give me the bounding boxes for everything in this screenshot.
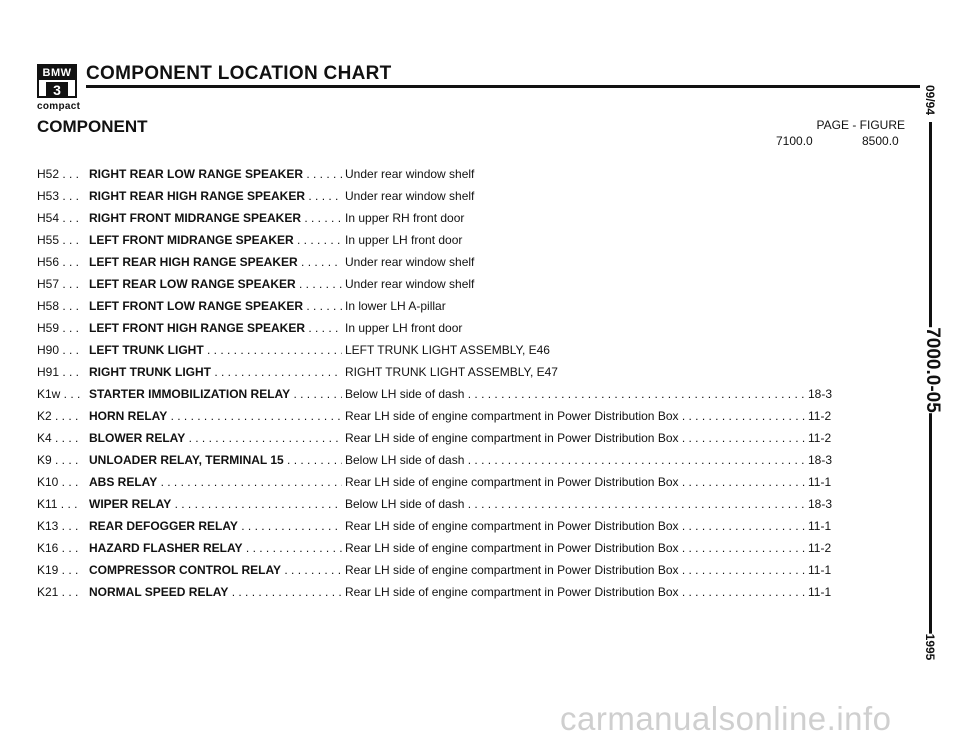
list-item [0, 497, 900, 519]
component-location: Rear LH side of engine compartment in Power Distribution Box . . . [345, 541, 807, 555]
list-item [0, 519, 900, 541]
list-item [0, 387, 900, 409]
component-code: K13 . . . [37, 519, 79, 533]
component-code: H55 . . . [37, 233, 80, 247]
component-code: K16 . . . [37, 541, 79, 555]
component-page: 11-2 [808, 409, 832, 423]
component-name: LEFT REAR LOW RANGE SPEAKER . . . [89, 277, 342, 291]
component-page: 11-1 [808, 585, 832, 599]
component-name: WIPER RELAY . . . [89, 497, 342, 511]
component-name: BLOWER RELAY . . . [89, 431, 342, 445]
list-item [0, 541, 900, 563]
component-location: Rear LH side of engine compartment in Power Distribution Box . . . [345, 519, 807, 533]
component-name: UNLOADER RELAY, TERMINAL 15 . . . [89, 453, 342, 467]
component-name: LEFT FRONT LOW RANGE SPEAKER . . . [89, 299, 342, 313]
component-location: Below LH side of dash . . . [345, 453, 807, 467]
component-name: LEFT REAR HIGH RANGE SPEAKER . . . [89, 255, 342, 269]
list-item [0, 365, 900, 387]
edge-date: 09/94 [923, 84, 937, 116]
list-item [0, 255, 900, 277]
edge-section-code: 7000.0-05 [919, 327, 945, 413]
logo-subtitle: compact [37, 101, 81, 112]
component-location: Rear LH side of engine compartment in Power Distribution Box . . . [345, 475, 807, 489]
component-name: REAR DEFOGGER RELAY . . . [89, 519, 342, 533]
logo-model: 3 [46, 82, 68, 98]
component-code: K4 . . . . [37, 431, 79, 445]
component-location: Rear LH side of engine compartment in Power Distribution Box . . . [345, 431, 807, 445]
component-name: RIGHT REAR LOW RANGE SPEAKER . . . [89, 167, 342, 181]
component-code: H56 . . . [37, 255, 80, 269]
component-location: Rear LH side of engine compartment in Power Distribution Box . . . [345, 409, 807, 423]
component-page: 11-1 [808, 475, 832, 489]
logo-brand: BMW [39, 66, 75, 80]
component-name: LEFT FRONT MIDRANGE SPEAKER . . . [89, 233, 342, 247]
component-code: K1w . . . [37, 387, 81, 401]
component-location: In upper LH front door [345, 321, 463, 335]
component-code: H90 . . . [37, 343, 80, 357]
component-location: In upper LH front door [345, 233, 463, 247]
component-code: H57 . . . [37, 277, 80, 291]
component-code: K10 . . . [37, 475, 79, 489]
component-location: Rear LH side of engine compartment in Power Distribution Box . . . [345, 563, 807, 577]
component-page: 11-1 [808, 519, 832, 533]
list-item [0, 299, 900, 321]
component-name: STARTER IMMOBILIZATION RELAY . . . [89, 387, 342, 401]
component-name: RIGHT REAR HIGH RANGE SPEAKER . . . [89, 189, 342, 203]
list-item [0, 211, 900, 233]
list-item [0, 277, 900, 299]
list-item [0, 321, 900, 343]
component-name: RIGHT FRONT MIDRANGE SPEAKER . . . [89, 211, 342, 225]
component-name: NORMAL SPEED RELAY . . . [89, 585, 342, 599]
component-name: LEFT TRUNK LIGHT . . . [89, 343, 342, 357]
list-item [0, 563, 900, 585]
component-code: H58 . . . [37, 299, 80, 313]
watermark: carmanualsonline.info [560, 700, 892, 737]
component-location: Below LH side of dash . . . [345, 497, 807, 511]
list-item [0, 233, 900, 255]
component-code: H91 . . . [37, 365, 80, 379]
component-location: Under rear window shelf [345, 255, 475, 269]
list-item [0, 431, 900, 453]
component-page: 11-2 [808, 541, 832, 555]
list-item [0, 189, 900, 211]
bmw-3-logo [37, 64, 77, 98]
page-number: 7100.0 [776, 134, 813, 148]
component-code: H54 . . . [37, 211, 80, 225]
list-item [0, 475, 900, 497]
list-item [0, 343, 900, 365]
component-code: K9 . . . . [37, 453, 79, 467]
component-location: LEFT TRUNK LIGHT ASSEMBLY, E46 [345, 343, 550, 357]
component-location: In lower LH A-pillar [345, 299, 446, 313]
component-name: COMPRESSOR CONTROL RELAY . . . [89, 563, 342, 577]
figure-number: 8500.0 [862, 134, 899, 148]
component-location: RIGHT TRUNK LIGHT ASSEMBLY, E47 [345, 365, 558, 379]
component-location: Below LH side of dash . . . [345, 387, 807, 401]
component-name: HAZARD FLASHER RELAY . . . [89, 541, 342, 555]
component-code: K21 . . . [37, 585, 79, 599]
component-code: H53 . . . [37, 189, 80, 203]
list-item [0, 585, 900, 607]
component-location: Rear LH side of engine compartment in Power Distribution Box . . . [345, 585, 807, 599]
component-page: 18-3 [808, 387, 833, 401]
component-page: 18-3 [808, 497, 833, 511]
component-name: ABS RELAY . . . [89, 475, 342, 489]
component-name: RIGHT TRUNK LIGHT . . . [89, 365, 342, 379]
component-location: In upper RH front door [345, 211, 465, 225]
section-heading: COMPONENT [37, 117, 148, 136]
list-item [0, 453, 900, 475]
component-name: LEFT FRONT HIGH RANGE SPEAKER . . . [89, 321, 342, 335]
component-location: Under rear window shelf [345, 167, 475, 181]
component-name: HORN RELAY . . . [89, 409, 342, 423]
page-title: COMPONENT LOCATION CHART [86, 63, 392, 84]
component-code: K19 . . . [37, 563, 79, 577]
component-page: 11-1 [808, 563, 832, 577]
component-location: Under rear window shelf [345, 277, 475, 291]
page-figure-label: PAGE - FIGURE [816, 118, 905, 132]
component-code: K11 . . . [37, 497, 78, 511]
component-location: Under rear window shelf [345, 189, 475, 203]
component-code: H59 . . . [37, 321, 80, 335]
list-item [0, 409, 900, 431]
component-code: K2 . . . . [37, 409, 79, 423]
list-item [0, 167, 900, 189]
title-rule [86, 85, 920, 88]
component-code: H52 . . . [37, 167, 80, 181]
component-page: 11-2 [808, 431, 832, 445]
edge-year: 1995 [923, 633, 937, 661]
component-page: 18-3 [808, 453, 833, 467]
